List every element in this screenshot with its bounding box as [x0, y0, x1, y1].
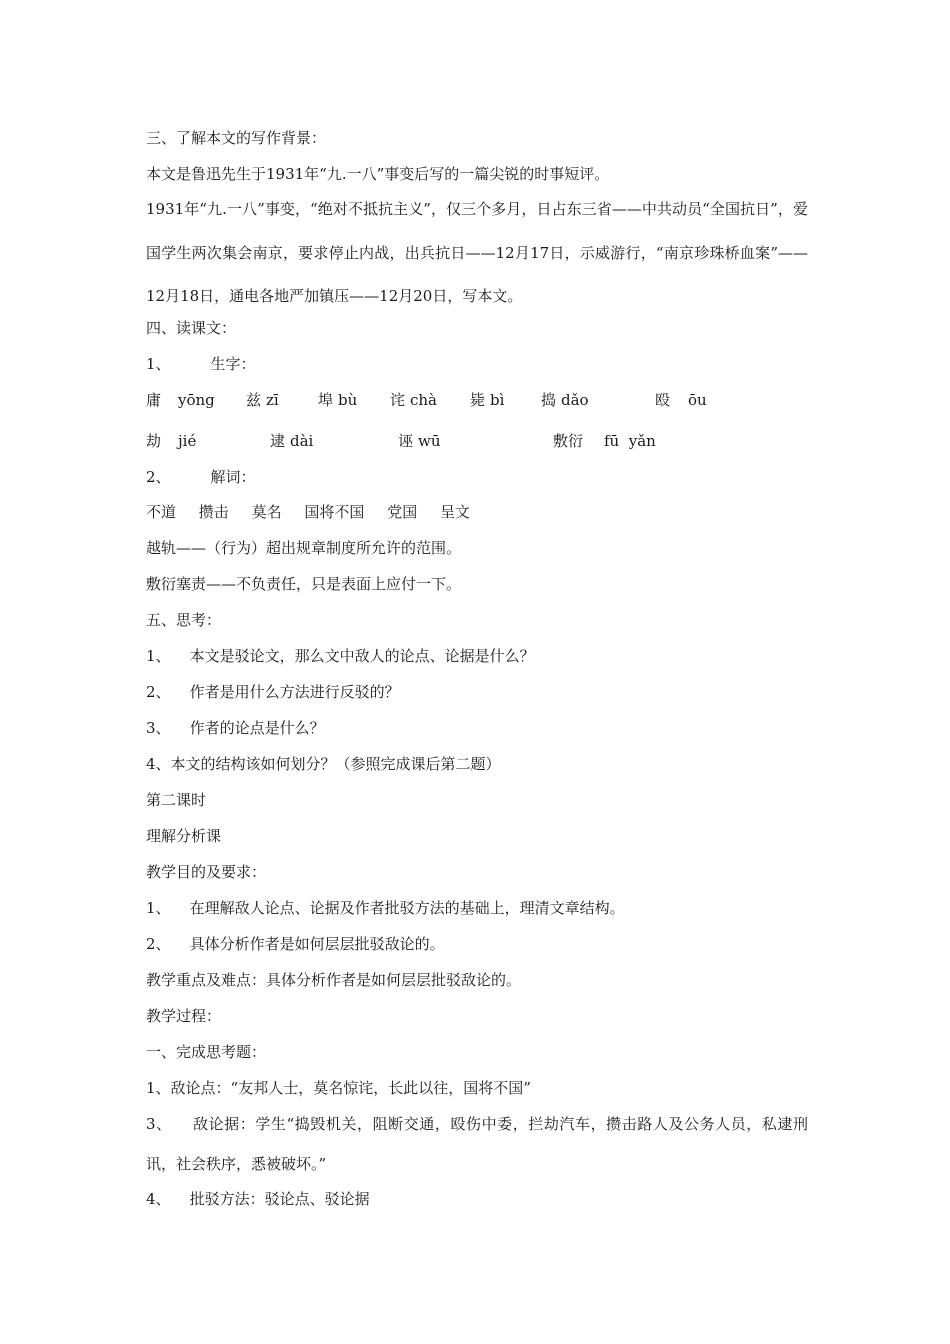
question-1: 1、 本文是驳论文，那么文中敌人的论点、论据是什么？	[146, 647, 535, 665]
lesson-type: 理解分析课	[146, 827, 222, 845]
section-heading-think: 五、思考：	[146, 611, 222, 629]
char-dai: 逮	[270, 432, 286, 450]
pinyin-cha: chà	[410, 391, 438, 409]
new-chars-title: 生字：	[210, 355, 256, 373]
char-dao: 捣	[541, 391, 557, 409]
vocab-word: 莫名	[251, 503, 282, 521]
answer-1: 1、敌论点：“友邦人士，莫名惊诧，长此以往，国将不国”	[146, 1079, 531, 1097]
char-bi: 毙	[470, 391, 486, 409]
vocab-word: 呈文	[439, 503, 470, 521]
pinyin-bi: bì	[490, 391, 505, 409]
vocab-word: 不道	[146, 503, 177, 521]
question-3: 3、 作者的论点是什么？	[146, 719, 325, 737]
new-chars-row-2	[0, 431, 950, 451]
words-title: 解词：	[210, 468, 256, 486]
char-ou: 殴	[655, 391, 671, 409]
question-4: 4、本文的结构该如何划分？（参照完成课后第二题）	[146, 755, 501, 773]
key-points: 教学重点及难点：具体分析作者是如何层层批驳敌论的。	[146, 971, 522, 989]
vocab-list	[146, 502, 470, 522]
vocab-word: 党国	[387, 503, 418, 521]
pinyin-bu: bù	[338, 391, 358, 409]
section-heading-read: 四、读课文：	[146, 319, 237, 337]
new-chars-number: 1、	[146, 355, 171, 373]
pinyin-dai: dài	[290, 432, 314, 450]
pinyin-ou: ōu	[688, 391, 707, 409]
char-wu: 诬	[398, 432, 414, 450]
vocab-word: 国将不国	[304, 503, 365, 521]
char-zi: 兹	[246, 391, 262, 409]
background-intro: 本文是鲁迅先生于1931年“九.一八”事变后写的一篇尖锐的时事短评。	[146, 165, 610, 183]
background-timeline: 1931年“九.一八”事变，“绝对不抵抗主义”，仅三个多月，日占东三省——中共动员“全国抗日”，爱国学生两次集会南京，要求停止内战，出兵抗日——12月17日，示威游行，“南京珍珠桥血案”——12月18日，通电各地严加镇压——12月20日，写本文。	[146, 200, 808, 305]
char-yong: 庸	[146, 391, 162, 409]
pinyin-jie: jié	[178, 432, 197, 450]
answer-4: 4、 批驳方法：驳论点、驳论据	[146, 1190, 370, 1208]
new-chars-row-1	[0, 390, 950, 410]
pinyin-wu: wū	[418, 432, 441, 450]
words-label	[146, 467, 256, 487]
goal-2: 2、 具体分析作者是如何层层批驳敌论的。	[146, 935, 445, 953]
words-number: 2、	[146, 468, 171, 486]
definition-yuegui: 越轨——（行为）超出规章制度所允许的范围。	[146, 539, 462, 557]
definition-fuyan: 敷衍塞责——不负责任，只是表面上应付一下。	[146, 575, 462, 593]
char-jie: 劫	[146, 432, 162, 450]
lesson-title: 第二课时	[146, 791, 207, 809]
pinyin-zi: zī	[266, 391, 279, 409]
section-heading-background: 三、了解本文的写作背景：	[146, 129, 327, 147]
pinyin-fuyan: fū yǎn	[604, 432, 656, 450]
process-heading: 教学过程：	[146, 1007, 222, 1025]
question-2: 2、 作者是用什么方法进行反驳的？	[146, 683, 400, 701]
answer-3: 3、 敌论据：学生“捣毁机关，阻断交通，殴伤中委，拦劫汽车，攒击路人及公务人员，私逮刑讯，社会秩序，悉被破坏。”	[146, 1115, 808, 1173]
word-fuyan: 敷衍	[553, 432, 584, 450]
goals-heading: 教学目的及要求：	[146, 863, 267, 881]
char-cha: 诧	[390, 391, 406, 409]
step-1-heading: 一、完成思考题：	[146, 1043, 267, 1061]
char-bu: 埠	[318, 391, 334, 409]
new-chars-label	[146, 354, 256, 374]
goal-1: 1、 在理解敌人论点、论据及作者批驳方法的基础上，理清文章结构。	[146, 899, 625, 917]
pinyin-yong: yōng	[178, 391, 215, 409]
vocab-word: 攒击	[198, 503, 229, 521]
pinyin-dao: dǎo	[561, 391, 589, 409]
